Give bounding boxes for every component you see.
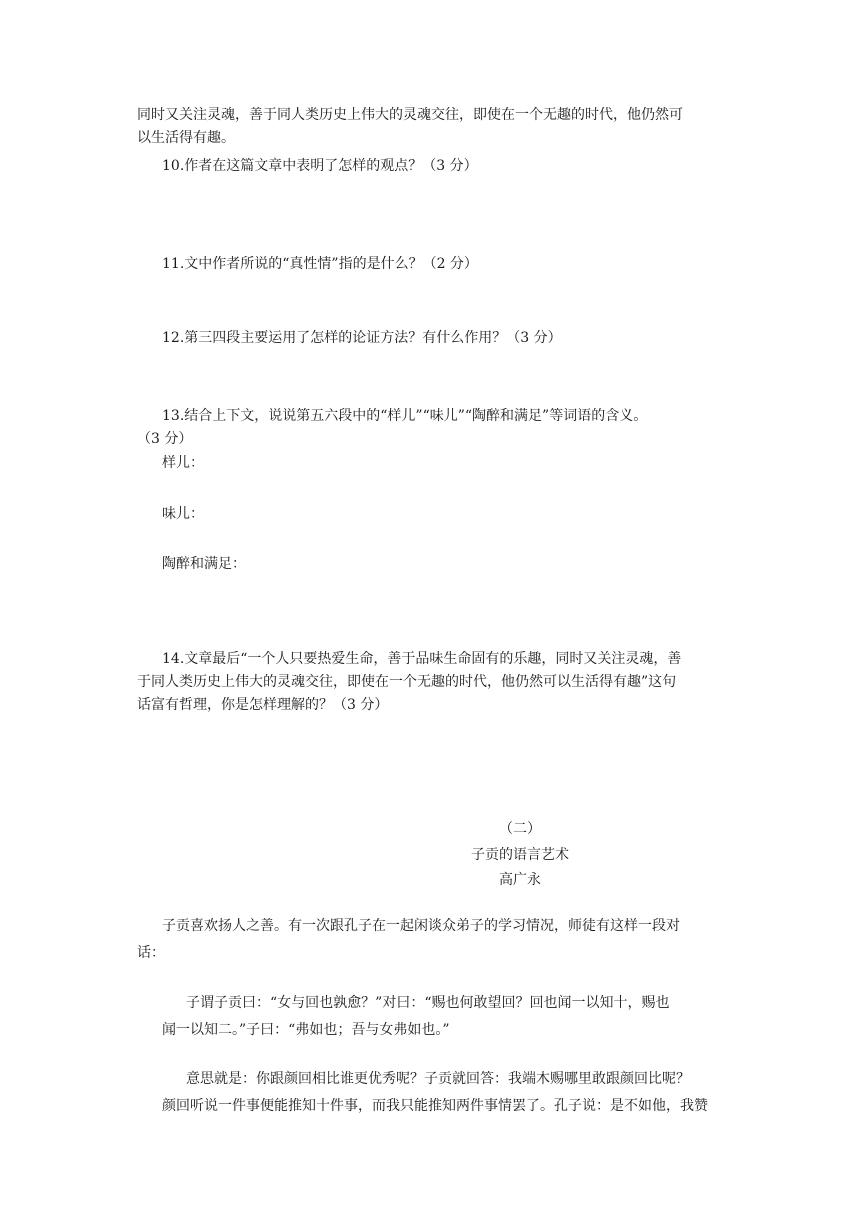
question-14: 14.文章最后“一个人只要热爱生命，善于品味生命固有的乐趣，同时又关注灵魂，善 bbox=[162, 651, 682, 667]
body-paragraph-1: 子贡喜欢扬人之善。有一次跟孔子在一起闲谈众弟子的学习情况，师徒有这样一段对 bbox=[162, 918, 680, 934]
question-13: 13.结合上下文，说说第五六段中的“样儿”“味儿”“陶醉和满足”等词语的含义。 bbox=[162, 408, 648, 424]
answer-label-taozui: 陶醉和满足： bbox=[162, 556, 246, 572]
answer-label-weier: 味儿： bbox=[162, 506, 204, 522]
body-paragraph-3: 意思就是：你跟颜回相比谁更优秀呢？子贡就回答：我端木赐哪里敢跟颜回比呢？ bbox=[186, 1071, 690, 1087]
question-14-line: 话富有哲理，你是怎样理解的？（3 分） bbox=[137, 697, 389, 713]
paragraph-line: 同时又关注灵魂，善于同人类历史上伟大的灵魂交往，即使在一个无趣的时代，他仍然可 bbox=[137, 107, 683, 123]
answer-label-yanger: 样儿： bbox=[162, 455, 204, 471]
question-12: 12.第三四段主要运用了怎样的论证方法？有什么作用？（3 分） bbox=[162, 330, 562, 346]
question-13-points: （3 分） bbox=[137, 431, 193, 447]
body-paragraph-3-line: 颜回听说一件事便能推知十件事，而我只能推知两件事情罢了。孔子说：是不如他，我赞 bbox=[162, 1098, 708, 1114]
section-number: （二） bbox=[499, 821, 541, 837]
body-paragraph-1-line: 话： bbox=[137, 945, 165, 961]
paragraph-line: 以生活得有趣。 bbox=[137, 130, 235, 146]
quotation-paragraph-line: 闻一以知二。”子曰：“弗如也；吾与女弗如也。” bbox=[162, 1022, 450, 1038]
question-10: 10.作者在这篇文章中表明了怎样的观点？（3 分） bbox=[162, 158, 478, 174]
article-author: 高广永 bbox=[499, 872, 541, 888]
question-14-line: 于同人类历史上伟大的灵魂交往，即使在一个无趣的时代，他仍然可以生活得有趣”这句 bbox=[137, 674, 677, 690]
quotation-paragraph: 子谓子贡曰：“女与回也孰愈？”对曰：“赐也何敢望回？回也闻一以知十，赐也 bbox=[186, 995, 670, 1011]
article-title: 子贡的语言艺术 bbox=[471, 847, 569, 863]
question-11: 11.文中作者所说的“真性情”指的是什么？（2 分） bbox=[162, 256, 478, 272]
